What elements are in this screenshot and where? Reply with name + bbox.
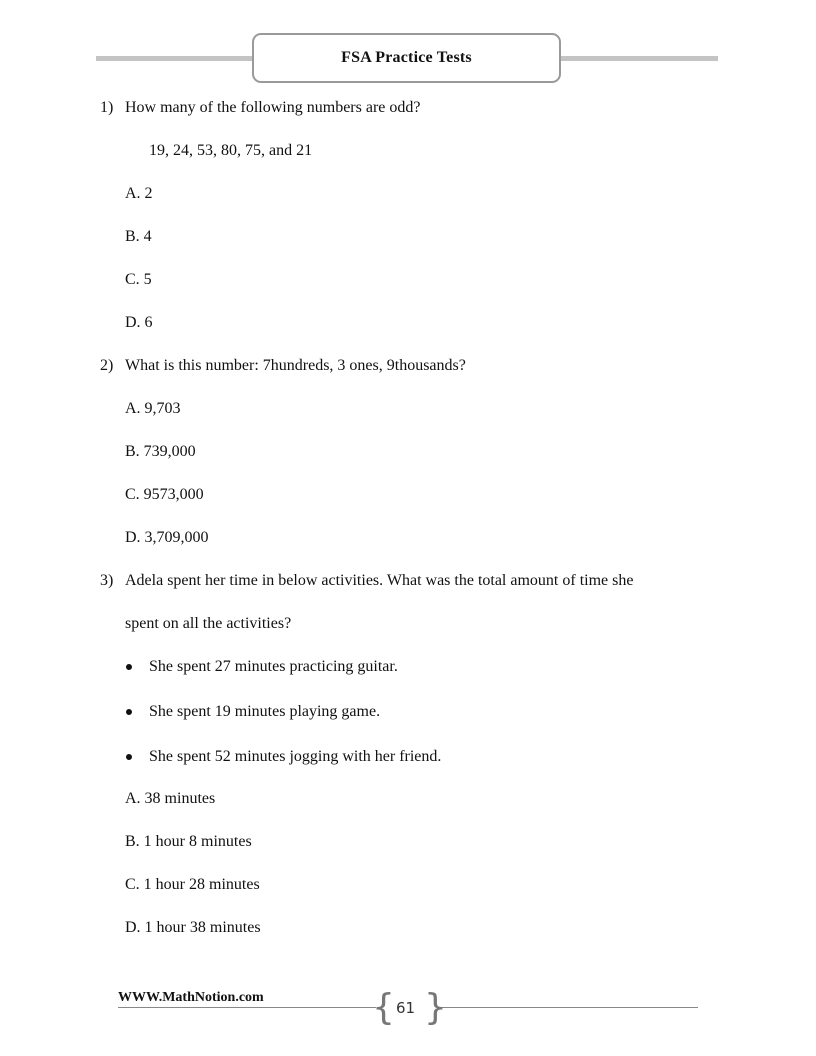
footer-rule-right xyxy=(440,1007,698,1008)
bullet-icon xyxy=(126,754,132,760)
answer-choice-d: D. 6 xyxy=(125,314,153,331)
answer-choice-c: C. 5 xyxy=(125,271,152,288)
header-rule-right xyxy=(560,56,718,61)
right-brace-icon: } xyxy=(424,987,447,1028)
footer-rule-left xyxy=(118,1007,376,1008)
bullet-item: She spent 19 minutes playing game. xyxy=(149,703,381,720)
header-rule-left xyxy=(96,56,256,61)
footer-website: WWW.MathNotion.com xyxy=(118,990,264,1005)
answer-choice-c: C. 9573,000 xyxy=(125,486,204,503)
question-text-continued: spent on all the activities? xyxy=(125,615,292,632)
answer-choice-a: A. 2 xyxy=(125,185,153,202)
answer-choice-b: B. 1 hour 8 minutes xyxy=(125,833,252,850)
answer-choice-a: A. 9,703 xyxy=(125,400,181,417)
answer-choice-b: B. 4 xyxy=(125,228,152,245)
header-title-box xyxy=(252,33,561,83)
question-number: 2) xyxy=(100,357,114,374)
question-number: 3) xyxy=(100,572,114,589)
answer-choice-b: B. 739,000 xyxy=(125,443,196,460)
question-text: Adela spent her time in below activities. What was the total amount of time she xyxy=(125,572,634,589)
answer-choice-d: D. 3,709,000 xyxy=(125,529,209,546)
left-brace-icon: { xyxy=(372,987,395,1028)
question-detail: 19, 24, 53, 80, 75, and 21 xyxy=(149,142,313,159)
bullet-item: She spent 27 minutes practicing guitar. xyxy=(149,658,398,675)
answer-choice-d: D. 1 hour 38 minutes xyxy=(125,919,261,936)
page-title: FSA Practice Tests xyxy=(341,49,472,66)
question-number: 1) xyxy=(100,99,114,116)
bullet-icon xyxy=(126,664,132,670)
question-text: How many of the following numbers are odd? xyxy=(125,99,421,116)
page-number: 61 xyxy=(396,999,416,1017)
bullet-item: She spent 52 minutes jogging with her friend. xyxy=(149,748,442,765)
answer-choice-c: C. 1 hour 28 minutes xyxy=(125,876,260,893)
answer-choice-a: A. 38 minutes xyxy=(125,790,216,807)
bullet-icon xyxy=(126,709,132,715)
question-text: What is this number: 7hundreds, 3 ones, 9thousands? xyxy=(125,357,466,374)
